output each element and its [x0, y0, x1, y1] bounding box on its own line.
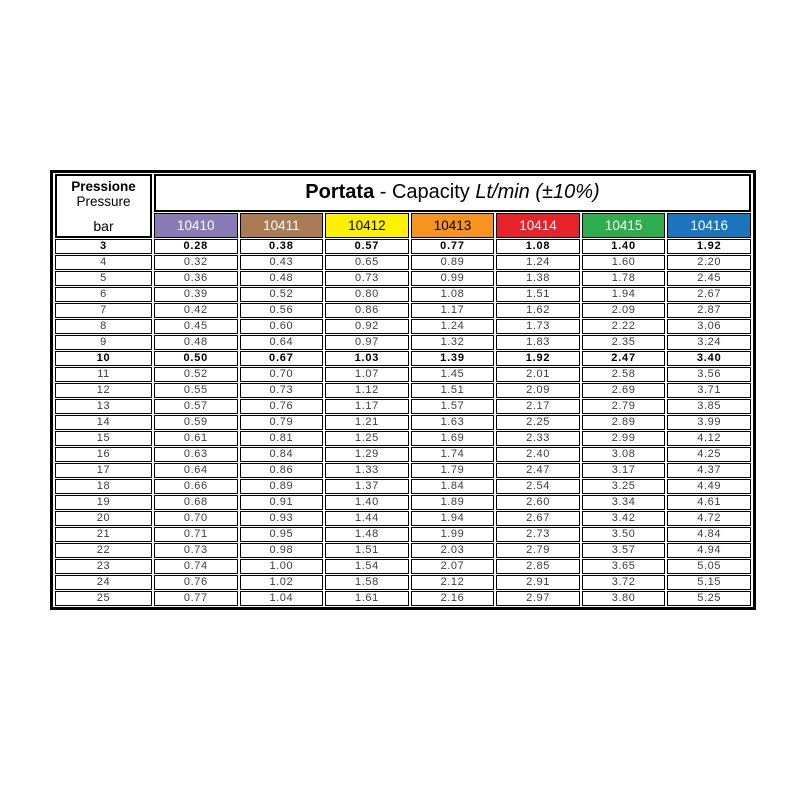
capacity-cell-10412: 0.65	[325, 255, 409, 270]
capacity-cell-10412: 1.37	[325, 479, 409, 494]
capacity-cell-10414: 1.38	[496, 271, 580, 286]
capacity-cell-10413: 0.89	[411, 255, 495, 270]
capacity-cell-10410: 0.68	[154, 495, 238, 510]
capacity-cell-10416: 2.87	[667, 303, 751, 318]
capacity-cell-10414: 2.97	[496, 591, 580, 606]
capacity-cell-10411: 0.98	[240, 543, 324, 558]
product-code-10414: 10414	[496, 213, 580, 238]
capacity-cell-10413: 1.63	[411, 415, 495, 430]
capacity-cell-10415: 3.50	[582, 527, 666, 542]
pressure-cell: 6	[55, 287, 152, 302]
capacity-cell-10412: 1.33	[325, 463, 409, 478]
capacity-cell-10410: 0.28	[154, 239, 238, 254]
table-row-9bar	[55, 335, 751, 350]
capacity-cell-10412: 1.25	[325, 431, 409, 446]
capacity-cell-10416: 4.84	[667, 527, 751, 542]
capacity-cell-10415: 2.22	[582, 319, 666, 334]
capacity-cell-10413: 1.08	[411, 287, 495, 302]
capacity-cell-10416: 1.92	[667, 239, 751, 254]
capacity-cell-10415: 2.69	[582, 383, 666, 398]
capacity-cell-10414: 1.08	[496, 239, 580, 254]
capacity-cell-10411: 1.04	[240, 591, 324, 606]
capacity-cell-10411: 0.81	[240, 431, 324, 446]
capacity-cell-10410: 0.36	[154, 271, 238, 286]
capacity-cell-10412: 0.97	[325, 335, 409, 350]
title-bold-part: Portata	[305, 181, 375, 204]
capacity-cell-10415: 2.09	[582, 303, 666, 318]
table-row-17bar	[55, 463, 751, 478]
pressure-cell: 19	[55, 495, 152, 510]
product-code-10415: 10415	[582, 213, 666, 238]
capacity-cell-10411: 0.79	[240, 415, 324, 430]
table-row-4bar	[55, 255, 751, 270]
table-row-23bar	[55, 559, 751, 574]
table-row-7bar	[55, 303, 751, 318]
capacity-cell-10413: 2.03	[411, 543, 495, 558]
capacity-cell-10412: 1.40	[325, 495, 409, 510]
capacity-cell-10415: 2.35	[582, 335, 666, 350]
table-row-13bar	[55, 399, 751, 414]
capacity-cell-10413: 2.16	[411, 591, 495, 606]
capacity-cell-10410: 0.76	[154, 575, 238, 590]
capacity-cell-10416: 3.71	[667, 383, 751, 398]
capacity-cell-10415: 1.78	[582, 271, 666, 286]
capacity-cell-10416: 3.24	[667, 335, 751, 350]
capacity-cell-10415: 3.65	[582, 559, 666, 574]
capacity-cell-10414: 1.51	[496, 287, 580, 302]
capacity-cell-10413: 1.84	[411, 479, 495, 494]
capacity-cell-10414: 1.24	[496, 255, 580, 270]
capacity-cell-10416: 3.85	[667, 399, 751, 414]
pressure-cell: 23	[55, 559, 152, 574]
table-row-24bar	[55, 575, 751, 590]
capacity-cell-10416: 3.06	[667, 319, 751, 334]
capacity-cell-10410: 0.55	[154, 383, 238, 398]
capacity-cell-10416: 4.12	[667, 431, 751, 446]
table-row-22bar	[55, 543, 751, 558]
capacity-cell-10410: 0.50	[154, 351, 238, 366]
product-code-10411: 10411	[240, 213, 324, 238]
pressure-cell: 16	[55, 447, 152, 462]
capacity-cell-10411: 0.86	[240, 463, 324, 478]
capacity-table	[50, 170, 756, 610]
capacity-cell-10412: 1.58	[325, 575, 409, 590]
capacity-cell-10413: 1.17	[411, 303, 495, 318]
capacity-cell-10410: 0.63	[154, 447, 238, 462]
pressure-cell: 5	[55, 271, 152, 286]
capacity-cell-10414: 1.92	[496, 351, 580, 366]
capacity-cell-10416: 4.94	[667, 543, 751, 558]
table-row-16bar	[55, 447, 751, 462]
capacity-cell-10412: 1.48	[325, 527, 409, 542]
table-row-11bar	[55, 367, 751, 382]
capacity-cell-10416: 4.72	[667, 511, 751, 526]
pressure-cell: 8	[55, 319, 152, 334]
capacity-table-container	[50, 170, 756, 610]
product-code-10410: 10410	[154, 213, 238, 238]
capacity-cell-10414: 2.67	[496, 511, 580, 526]
table-row-5bar	[55, 271, 751, 286]
capacity-cell-10416: 4.37	[667, 463, 751, 478]
table-row-14bar	[55, 415, 751, 430]
capacity-cell-10416: 5.05	[667, 559, 751, 574]
capacity-cell-10416: 2.45	[667, 271, 751, 286]
product-code-10412: 10412	[325, 213, 409, 238]
capacity-cell-10410: 0.61	[154, 431, 238, 446]
capacity-cell-10416: 2.67	[667, 287, 751, 302]
capacity-cell-10414: 2.17	[496, 399, 580, 414]
table-row-19bar	[55, 495, 751, 510]
capacity-cell-10412: 1.17	[325, 399, 409, 414]
capacity-cell-10411: 0.43	[240, 255, 324, 270]
table-row-15bar	[55, 431, 751, 446]
capacity-cell-10411: 0.38	[240, 239, 324, 254]
capacity-cell-10416: 2.20	[667, 255, 751, 270]
capacity-cell-10410: 0.52	[154, 367, 238, 382]
pressure-cell: 25	[55, 591, 152, 606]
capacity-cell-10411: 0.56	[240, 303, 324, 318]
capacity-cell-10410: 0.64	[154, 463, 238, 478]
capacity-cell-10410: 0.71	[154, 527, 238, 542]
capacity-cell-10414: 2.33	[496, 431, 580, 446]
capacity-cell-10413: 1.24	[411, 319, 495, 334]
pressure-cell: 13	[55, 399, 152, 414]
pressure-cell: 17	[55, 463, 152, 478]
table-row-3bar	[55, 239, 751, 254]
capacity-cell-10413: 0.77	[411, 239, 495, 254]
capacity-cell-10414: 2.47	[496, 463, 580, 478]
pressure-cell: 11	[55, 367, 152, 382]
capacity-cell-10413: 1.45	[411, 367, 495, 382]
capacity-cell-10415: 3.42	[582, 511, 666, 526]
capacity-cell-10411: 0.67	[240, 351, 324, 366]
capacity-cell-10410: 0.77	[154, 591, 238, 606]
capacity-cell-10413: 1.74	[411, 447, 495, 462]
capacity-cell-10414: 1.62	[496, 303, 580, 318]
capacity-cell-10410: 0.32	[154, 255, 238, 270]
capacity-cell-10416: 4.61	[667, 495, 751, 510]
capacity-cell-10412: 0.80	[325, 287, 409, 302]
capacity-cell-10412: 1.51	[325, 543, 409, 558]
capacity-cell-10412: 1.03	[325, 351, 409, 366]
pressure-cell: 7	[55, 303, 152, 318]
capacity-cell-10415: 3.72	[582, 575, 666, 590]
capacity-cell-10413: 1.79	[411, 463, 495, 478]
capacity-cell-10415: 3.57	[582, 543, 666, 558]
table-row-8bar	[55, 319, 751, 334]
pressure-cell: 12	[55, 383, 152, 398]
capacity-cell-10411: 0.73	[240, 383, 324, 398]
capacity-cell-10412: 0.92	[325, 319, 409, 334]
capacity-cell-10412: 1.12	[325, 383, 409, 398]
capacity-cell-10413: 1.39	[411, 351, 495, 366]
product-code-10416: 10416	[667, 213, 751, 238]
table-row-21bar	[55, 527, 751, 542]
capacity-cell-10414: 2.73	[496, 527, 580, 542]
capacity-cell-10411: 0.91	[240, 495, 324, 510]
capacity-cell-10411: 1.02	[240, 575, 324, 590]
pressure-cell: 22	[55, 543, 152, 558]
capacity-cell-10413: 1.89	[411, 495, 495, 510]
table-row-10bar	[55, 351, 751, 366]
pressure-cell: 18	[55, 479, 152, 494]
table-row-18bar	[55, 479, 751, 494]
capacity-cell-10410: 0.42	[154, 303, 238, 318]
capacity-cell-10415: 2.47	[582, 351, 666, 366]
capacity-cell-10415: 3.17	[582, 463, 666, 478]
capacity-cell-10413: 2.12	[411, 575, 495, 590]
capacity-cell-10413: 1.99	[411, 527, 495, 542]
capacity-cell-10415: 1.40	[582, 239, 666, 254]
pressure-cell: 14	[55, 415, 152, 430]
capacity-cell-10412: 1.07	[325, 367, 409, 382]
capacity-cell-10414: 2.91	[496, 575, 580, 590]
capacity-cell-10411: 0.95	[240, 527, 324, 542]
capacity-cell-10416: 3.56	[667, 367, 751, 382]
capacity-cell-10414: 2.54	[496, 479, 580, 494]
capacity-cell-10415: 2.79	[582, 399, 666, 414]
capacity-cell-10412: 0.57	[325, 239, 409, 254]
capacity-cell-10410: 0.57	[154, 399, 238, 414]
capacity-cell-10412: 1.54	[325, 559, 409, 574]
capacity-cell-10414: 1.83	[496, 335, 580, 350]
capacity-cell-10411: 0.89	[240, 479, 324, 494]
capacity-cell-10414: 2.60	[496, 495, 580, 510]
capacity-cell-10415: 3.25	[582, 479, 666, 494]
pressure-cell: 9	[55, 335, 152, 350]
capacity-cell-10412: 1.61	[325, 591, 409, 606]
pressure-cell: 3	[55, 239, 152, 254]
capacity-cell-10416: 5.15	[667, 575, 751, 590]
table-title	[154, 174, 751, 212]
title-italic-part: Lt/min (±10%)	[475, 181, 600, 204]
pressure-cell: 10	[55, 351, 152, 366]
pressure-label-italian: Pressione	[71, 179, 136, 194]
capacity-cell-10410: 0.74	[154, 559, 238, 574]
title-mid-part: - Capacity	[374, 181, 476, 204]
table-row-6bar	[55, 287, 751, 302]
capacity-cell-10410: 0.73	[154, 543, 238, 558]
capacity-cell-10410: 0.66	[154, 479, 238, 494]
capacity-cell-10414: 2.85	[496, 559, 580, 574]
capacity-cell-10411: 1.00	[240, 559, 324, 574]
table-row-25bar	[55, 591, 751, 606]
pressure-cell: 20	[55, 511, 152, 526]
capacity-cell-10413: 2.07	[411, 559, 495, 574]
capacity-cell-10411: 0.52	[240, 287, 324, 302]
capacity-cell-10411: 0.60	[240, 319, 324, 334]
capacity-cell-10410: 0.70	[154, 511, 238, 526]
capacity-cell-10416: 5.25	[667, 591, 751, 606]
capacity-cell-10416: 3.40	[667, 351, 751, 366]
pressure-cell: 4	[55, 255, 152, 270]
capacity-cell-10410: 0.39	[154, 287, 238, 302]
capacity-cell-10412: 0.86	[325, 303, 409, 318]
capacity-cell-10411: 0.93	[240, 511, 324, 526]
capacity-cell-10411: 0.84	[240, 447, 324, 462]
capacity-cell-10416: 3.99	[667, 415, 751, 430]
pressure-label-english: Pressure	[76, 194, 131, 209]
capacity-cell-10413: 1.94	[411, 511, 495, 526]
capacity-cell-10415: 2.89	[582, 415, 666, 430]
capacity-cell-10414: 2.25	[496, 415, 580, 430]
capacity-cell-10412: 0.73	[325, 271, 409, 286]
pressure-cell: 21	[55, 527, 152, 542]
capacity-cell-10416: 4.25	[667, 447, 751, 462]
capacity-cell-10414: 2.40	[496, 447, 580, 462]
capacity-cell-10415: 3.80	[582, 591, 666, 606]
capacity-cell-10411: 0.64	[240, 335, 324, 350]
capacity-cell-10413: 0.99	[411, 271, 495, 286]
capacity-cell-10415: 3.08	[582, 447, 666, 462]
capacity-cell-10412: 1.29	[325, 447, 409, 462]
pressure-unit-label: bar	[93, 218, 114, 234]
capacity-cell-10411: 0.48	[240, 271, 324, 286]
capacity-cell-10410: 0.48	[154, 335, 238, 350]
product-code-row	[55, 213, 751, 238]
capacity-cell-10414: 2.01	[496, 367, 580, 382]
capacity-cell-10410: 0.45	[154, 319, 238, 334]
capacity-cell-10413: 1.51	[411, 383, 495, 398]
product-code-10413: 10413	[411, 213, 495, 238]
table-row-20bar	[55, 511, 751, 526]
capacity-cell-10415: 2.58	[582, 367, 666, 382]
capacity-cell-10413: 1.57	[411, 399, 495, 414]
table-row-12bar	[55, 383, 751, 398]
capacity-cell-10411: 0.76	[240, 399, 324, 414]
capacity-cell-10414: 2.79	[496, 543, 580, 558]
capacity-cell-10415: 1.94	[582, 287, 666, 302]
capacity-cell-10415: 3.34	[582, 495, 666, 510]
capacity-cell-10414: 2.09	[496, 383, 580, 398]
pressure-cell: 24	[55, 575, 152, 590]
capacity-cell-10413: 1.69	[411, 431, 495, 446]
pressure-header-cell	[55, 174, 152, 238]
header-row-title	[55, 174, 751, 212]
capacity-cell-10412: 1.21	[325, 415, 409, 430]
capacity-cell-10411: 0.70	[240, 367, 324, 382]
capacity-cell-10412: 1.44	[325, 511, 409, 526]
capacity-cell-10414: 1.73	[496, 319, 580, 334]
capacity-cell-10415: 1.60	[582, 255, 666, 270]
capacity-cell-10410: 0.59	[154, 415, 238, 430]
capacity-cell-10415: 2.99	[582, 431, 666, 446]
pressure-cell: 15	[55, 431, 152, 446]
capacity-cell-10416: 4.49	[667, 479, 751, 494]
capacity-cell-10413: 1.32	[411, 335, 495, 350]
